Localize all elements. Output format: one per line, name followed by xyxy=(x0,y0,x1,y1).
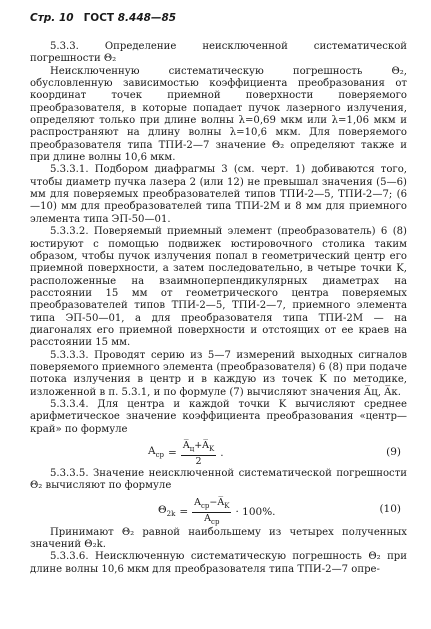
section-5-3-3-title: 5.3.3. Определение неисключенной систематической погрешности Θ₂ xyxy=(30,41,407,65)
section-5-3-3-6: 5.3.3.6. Неисключенную систематическую погрешность Θ₂ при длине волны 10,6 мкм для преобразователя типа ТПИ-2—7 опре- xyxy=(30,551,407,575)
page-number: Стр. 10 xyxy=(30,12,74,24)
section-5-3-3-2: 5.3.3.2. Поверяемый приемный элемент (преобразователь) 6 (8) юстируют с помощью подвижек юстировочного столика таким образом, чтобы пучок излучения попал в геометрический центр его приемной поверхности, а затем последовательно, в четыре точки K, расположенные на взаимноперпендикулярных диаметрах на расстоянии 15 мм от геометрического центра поверяемых преобразователей типов ТПИ-2—5, ТПИ-2—7, приемного элемента типа ЭП-50—01, а для преобразователя типа ТПИ-2М — на диагоналях его приемной поверхности и отстоящих от ее краев на расстоянии 15 мм. xyxy=(30,226,407,349)
formula-9: $A_{ср}$ = $\frac{A̅_ц+A̅_K}{2}$ . (9) xyxy=(148,440,401,467)
section-5-3-3-4: 5.3.3.4. Для центра и каждой точки K вычисляют среднее арифметическое значение коэффициента преобразования «центр—край» по формуле xyxy=(30,398,407,435)
document-body xyxy=(30,41,407,576)
gost-label: ГОСТ xyxy=(83,12,115,24)
gost-number: 8.448—85 xyxy=(117,12,177,24)
section-5-3-3-text: Неисключенную систематическую погрешность Θ₂, обусловленную зависимостью коэффициента преобразования от координат точек приемной поверхности поверяемого преобразователя, в которые попадает пучок лазерного излучения, определяют только при длине волны λ=0,69 мкм или λ=1,06 мкм и распространяют на длину волны λ=10,6 мкм. Для поверяемого преобразователя типа ТПИ-2—7 значение Θ₂ определяют также и при длине волны 10,6 мкм. xyxy=(30,65,407,164)
section-5-3-3-3: 5.3.3.3. Проводят серию из 5—7 измерений выходных сигналов поверяемого приемного элемента (преобразователя) 6 (8) при подаче потока излучения в центр и в каждую из точек K по методике, изложенной в п. 5.3.1, и по формуле (7) вычисляют значения A̅ц, A̅к. xyxy=(30,349,407,398)
section-5-3-3-5: 5.3.3.5. Значение неисключенной систематической погрешности Θ₂ вычисляют по формуле xyxy=(30,468,407,492)
formula-10-number: (10) xyxy=(379,502,401,515)
accept-paragraph: Принимают Θ₂ равной наибольшему из четырех полученных значений Θ₂k. xyxy=(30,526,407,551)
page-header xyxy=(30,12,407,25)
formula-9-number: (9) xyxy=(386,446,401,458)
section-5-3-3-1: 5.3.3.1. Подбором диафрагмы 3 (см. черт. 1) добиваются того, чтобы диаметр пучка лазера 2 (или 12) не превышал значения (5—6) мм для поверяемых преобразователей типов ТПИ-2—5, ТПИ-2—7; (6—10) мм для преобразователей типа ТПИ-2М и 8 мм для приемного элемента типа ЭП-50—01. xyxy=(30,164,407,225)
formula-10: $\Theta_{2k}$ = $\frac{A_{ср}-A̅_K}{A_{ср}}$ · 100%. (10) xyxy=(158,496,401,526)
